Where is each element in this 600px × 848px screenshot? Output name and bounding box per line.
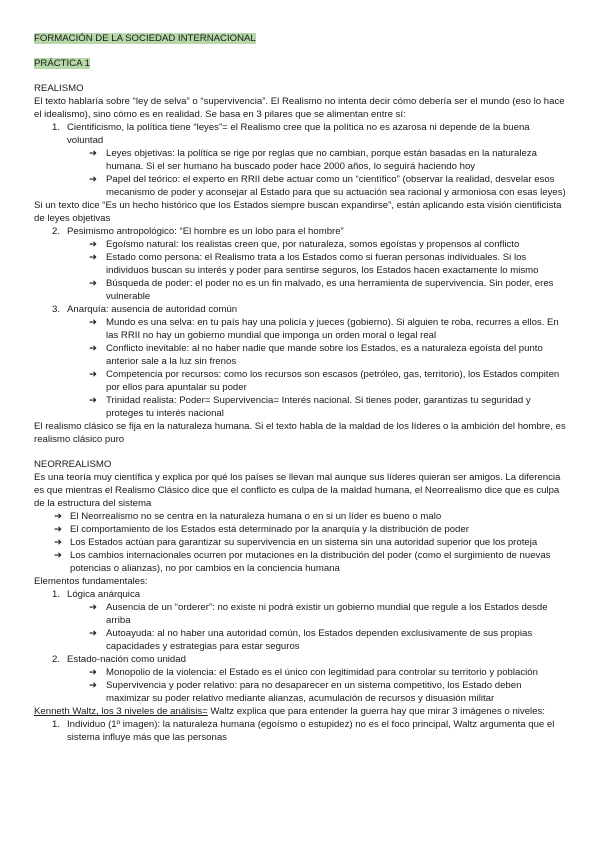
practice-heading: PRÁCTICA 1 (34, 58, 90, 69)
realismo-pillar-3 (34, 303, 566, 420)
arrow-icon: ➔ (54, 537, 63, 548)
element-2-title: 2. Estado-nación como unidad (52, 654, 186, 665)
arrow-icon: ➔ (89, 239, 98, 250)
arrow-icon: ➔ (89, 148, 98, 159)
arrow-icon: ➔ (89, 317, 98, 328)
arrow-icon: ➔ (89, 369, 98, 380)
neo-bullet-1: ➔ El Neorrealismo no se centra en la naturaleza humana o en si un líder es bueno o malo (54, 511, 442, 522)
neo-bullet-4: ➔ Los cambios internacionales ocurren por mutaciones en la distribución del poder (como el surgimiento de nuevas potencias o alianzas), no por cambios en la conciencia humana (54, 550, 551, 574)
pillar-2-bullet-1: ➔ Egoísmo natural: los realistas creen que, por naturaleza, somos egoístas y propensos al conflicto (89, 239, 520, 250)
pillar-2-bullet-3: ➔ Búsqueda de poder: el poder no es un fin malvado, es una herramienta de supervivencia. Sin poder, eres vulnerable (89, 278, 554, 302)
arrow-icon: ➔ (89, 278, 98, 289)
neorrealismo-bullets (34, 510, 566, 575)
arrow-icon: ➔ (54, 550, 63, 561)
element-2-bullet-2: ➔ Supervivencia y poder relativo: para no desaparecer en un sistema competitivo, los Estado deben maximizar su poder relativo mediante alianzas, acumulación de recursos y disuasión militar (89, 680, 522, 704)
realismo-pillar-2 (34, 225, 566, 303)
pillar-3-bullet-3: ➔ Competencia por recursos: como los recursos son escasos (petróleo, gas, territorio), los Estados compiten por ellos para apuntalar su poder (89, 369, 560, 393)
arrow-icon: ➔ (54, 524, 63, 535)
arrow-icon: ➔ (89, 395, 98, 406)
arrow-icon: ➔ (89, 667, 98, 678)
waltz-paragraph: Kenneth Waltz, los 3 niveles de análisis= Waltz explica que para entender la guerra hay que mirar 3 imágenes o niveles: (34, 706, 545, 717)
arrow-icon: ➔ (54, 511, 63, 522)
pillar-3-bullet-4: ➔ Trinidad realista: Poder= Supervivencia= Interés nacional. Si tienes poder, garantizas tu seguridad y proteges tu interés nacional (89, 395, 531, 419)
pillar-3-bullet-2: ➔ Conflicto inevitable: al no haber nadie que mande sobre los Estados, es a naturaleza egoísta del punto anterior sale a la luz sin frenos (89, 343, 543, 367)
arrow-icon: ➔ (89, 628, 98, 639)
realismo-closing: El realismo clásico se fija en la naturaleza humana. Si el texto habla de la maldad de los líderes o la ambición del hombre, es realismo clásico puro (34, 421, 566, 445)
realismo-pillars (34, 121, 566, 199)
arrow-icon: ➔ (89, 602, 98, 613)
realismo-intro: El texto hablaría sobre “ley de selva” o “supervivencia”. El Realismo no intenta decir cómo debería ser el mundo (eso lo hace el idealismo), sino cómo es en realidad. Se basa en 3 pilares que se alimentan entre sí: (34, 96, 565, 120)
arrow-icon: ➔ (89, 343, 98, 354)
neo-bullet-2: ➔ El comportamiento de los Estados está determinado por la anarquía y la distribución de poder (54, 524, 469, 535)
waltz-level-1: 1. Individuo (1º imagen): la naturaleza humana (egoísmo o estupidez) no es el foco principal, Waltz argumenta que el sistema influye más que las personas (52, 719, 555, 743)
pillar-2: 2. Pesimismo antropológico: “El hombre es un lobo para el hombre” (52, 226, 344, 237)
element-1-title: 1. Lógica anárquica (52, 589, 141, 600)
pillar-2-bullet-2: ➔ Estado como persona: el Realismo trata a los Estados como si fueran personas individuales. Si los individuos buscan su interés y poder para sentirse seguros, los Estados hacen exactamente lo mismo (89, 252, 539, 276)
pillar-1-bullet-1: ➔ Leyes objetivas: la política se rige por reglas que no cambian, porque están basadas en la naturaleza humana. Si el ser humano ha buscado poder hace 2000 años, lo seguirá haciendo hoy (89, 148, 537, 172)
neo-bullet-3: ➔ Los Estados actúan para garantizar su supervivencia en un sistema sin una autoridad superior que los proteja (54, 537, 538, 548)
element-2 (34, 653, 566, 705)
pillar-3-bullet-1: ➔ Mundo es una selva: en tu país hay una policía y jueces (gobierno). Si alguien te roba, recurres a ellos. En las RRII no hay un gobierno mundial que imponga un orden moral o legal real (89, 317, 559, 341)
element-2-bullet-1: ➔ Monopolio de la violencia: el Estado es el único con legitimidad para controlar su territorio y población (89, 667, 538, 678)
neorrealismo-intro: Es una teoría muy científica y explica por qué los países se llevan mal aunque sus líderes quieran ser amigos. La diferencia es que mientras el Realismo Clásico dice que el conflicto es culpa de la maldad humana, el Neorrealismo dice que es culpa de la estructura del sistema (34, 472, 561, 509)
document-title: FORMACIÓN DE LA SOCIEDAD INTERNACIONAL (34, 33, 256, 44)
pillar-1: 1. Cientificismo, la política tiene “leyes”= el Realismo cree que la política no es azarosa ni depende de la buena voluntad (52, 122, 530, 146)
element-1-bullet-2: ➔ Autoayuda: al no haber una autoridad común, los Estados dependen exclusivamente de sus propias capacidades y estrategias para estar seguros (89, 628, 533, 652)
element-1 (34, 588, 566, 653)
pillar-3: 3. Anarquía: ausencia de autoridad común (52, 304, 238, 315)
neorrealismo-heading: NEORREALISMO (34, 459, 112, 470)
waltz-link[interactable]: Kenneth Waltz, los 3 niveles de análisis= (34, 706, 208, 717)
arrow-icon: ➔ (89, 252, 98, 263)
arrow-icon: ➔ (89, 174, 98, 185)
pillar-1-bullet-2: ➔ Papel del teórico: el experto en RRII debe actuar como un “científico” (observar la realidad, desvelar esos mecanismo de poder y aconsejar al Estado para que su actuación sea racional y armoniosa con esas leyes) (89, 174, 566, 198)
elements-heading: Elementos fundamentales: (34, 576, 148, 587)
realismo-note: Si un texto dice “Es un hecho histórico que los Estados siempre buscan expandirse”, están aplicando esta visión cientificista de leyes objetivas (34, 200, 562, 224)
element-1-bullet-1: ➔ Ausencia de un “orderer”: no existe ni podrá existir un gobierno mundial que regule a los Estados desde arriba (89, 602, 548, 626)
realismo-heading: REALISMO (34, 83, 84, 94)
arrow-icon: ➔ (89, 680, 98, 691)
